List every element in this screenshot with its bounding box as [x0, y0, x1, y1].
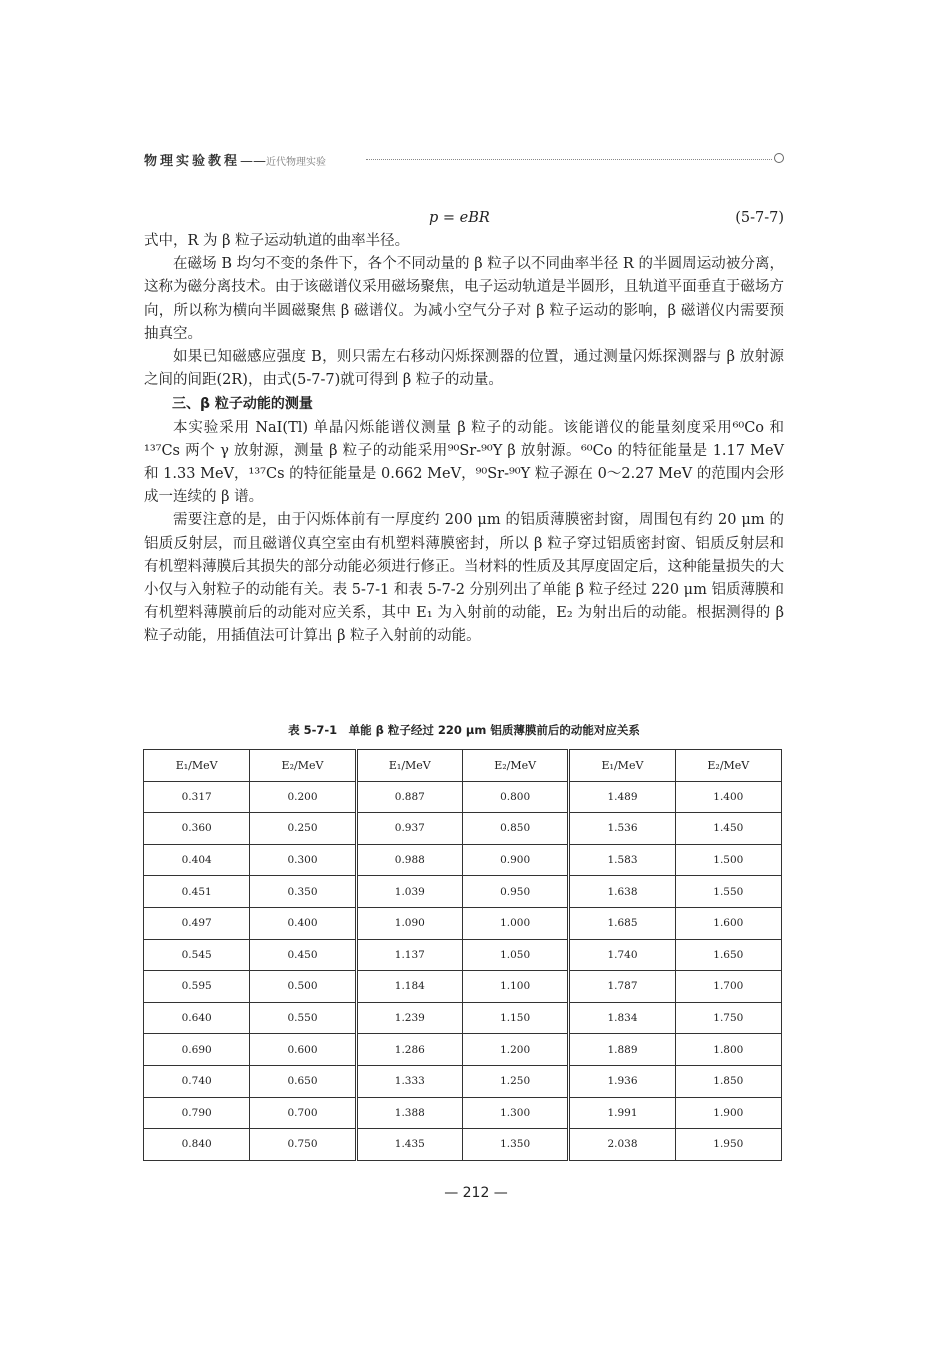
- table-cell: 0.640: [144, 1002, 250, 1034]
- table-cell: 1.184: [356, 971, 462, 1003]
- table-cell: 0.740: [144, 1065, 250, 1097]
- table-cell: 1.900: [675, 1097, 781, 1129]
- table-cell: 1.700: [675, 971, 781, 1003]
- header-cell-e1: E₁/MeV: [569, 750, 675, 782]
- table-cell: 1.239: [356, 1002, 462, 1034]
- paragraph-momentum-measurement: 如果已知磁感应强度 B，则只需左右移动闪烁探测器的位置，通过测量闪烁探测器与 β 放射源之间的间距(2R)，由式(5-7-7)就可得到 β 粒子的动量。: [144, 349, 784, 389]
- table-row: [144, 1002, 782, 1034]
- energy-table: [143, 749, 782, 1161]
- table-cell: 1.400: [675, 781, 781, 813]
- book-subtitle: 近代物理实验: [266, 157, 327, 168]
- header-cell-e1: E₁/MeV: [356, 750, 462, 782]
- table-cell: 1.388: [356, 1097, 462, 1129]
- table-row: [144, 971, 782, 1003]
- equation-number: (5-7-7): [735, 210, 784, 226]
- table-cell: 0.790: [144, 1097, 250, 1129]
- table-cell: 1.536: [569, 813, 675, 845]
- table-cell: 0.850: [462, 813, 568, 845]
- table-cell: 1.787: [569, 971, 675, 1003]
- table-cell: 0.360: [144, 813, 250, 845]
- table-row: [144, 813, 782, 845]
- table-row: [144, 1097, 782, 1129]
- table-caption: 表 5-7-1 单能 β 粒子经过 220 μm 铝质薄膜前后的动能对应关系: [288, 723, 640, 737]
- table-cell: 0.250: [250, 813, 356, 845]
- table-cell: 0.900: [462, 844, 568, 876]
- table-cell: 1.300: [462, 1097, 568, 1129]
- table-row: [144, 1034, 782, 1066]
- table-row: [144, 907, 782, 939]
- body-text: [144, 207, 784, 649]
- table-cell: 1.638: [569, 876, 675, 908]
- book-title-text: 物理实验教程: [144, 154, 241, 169]
- paragraph-energy-loss-correction: 需要注意的是，由于闪烁体前有一厚度约 200 μm 的铝质薄膜密封窗，周围包有约 20 μm 的铝质反射层，而且磁谱仪真空室由有机塑料薄膜密封，所以 β 粒子穿过铝质密封窗、铝质反射层和有机塑料薄膜后其损失的部分动能必须进行修正。当材料的性质及其厚度固定后，这种能量损失的大小仅与入射粒子的动能有关。表 5-7-1 和表 5-7-2 分别列出了单能 β 粒子经过 220 μm 铝质薄膜和有机塑料薄膜前后的动能对应关系，其中 E₁ 为入射前的动能，E₂ 为射出后的动能。根据测得的 β 粒子动能，用插值法可计算出 β 粒子入射前的动能。: [144, 512, 784, 645]
- table-row: [144, 844, 782, 876]
- table-body: [144, 781, 782, 1160]
- table-cell: 1.685: [569, 907, 675, 939]
- table-cell: 1.050: [462, 939, 568, 971]
- paragraph-energy-calibration: 本实验采用 NaI(Tl) 单晶闪烁能谱仪测量 β 粒子的动能。该能谱仪的能量刻度采用⁶⁰Co 和¹³⁷Cs 两个 γ 放射源，测量 β 粒子的动能采用⁹⁰Sr-⁹⁰Y β 放射源。⁶⁰Co 的特征能量是 1.17 MeV 和 1.33 MeV，¹³⁷Cs 的特征能量是 0.662 MeV，⁹⁰Sr-⁹⁰Y 粒子源在 0～2.27 MeV 的范围内会形成一连续的 β 谱。: [144, 419, 784, 506]
- table-row: [144, 939, 782, 971]
- table-cell: 2.038: [569, 1129, 675, 1161]
- table-cell: 0.500: [250, 971, 356, 1003]
- header-dash: ——: [240, 154, 267, 169]
- table-cell: 0.840: [144, 1129, 250, 1161]
- table-cell: 1.850: [675, 1065, 781, 1097]
- equation-expression: p = eBR: [429, 210, 490, 226]
- header-cell-e1: E₁/MeV: [144, 750, 250, 782]
- table-cell: 1.039: [356, 876, 462, 908]
- table-row: [144, 1065, 782, 1097]
- table-cell: 1.250: [462, 1065, 568, 1097]
- equation-5-7-7: [144, 207, 784, 230]
- page-number: — 212 —: [444, 1185, 508, 1201]
- table-cell: 0.988: [356, 844, 462, 876]
- table-cell: 1.000: [462, 907, 568, 939]
- table-cell: 0.690: [144, 1034, 250, 1066]
- running-header: [144, 150, 784, 170]
- table-cell: 0.451: [144, 876, 250, 908]
- table-cell: 1.489: [569, 781, 675, 813]
- table-cell: 0.700: [250, 1097, 356, 1129]
- header-cell-e2: E₂/MeV: [462, 750, 568, 782]
- paragraph-symbol-definition: 式中，R 为 β 粒子运动轨道的曲率半径。: [144, 233, 410, 249]
- table-cell: 0.937: [356, 813, 462, 845]
- table-cell: 0.200: [250, 781, 356, 813]
- table-cell: 0.497: [144, 907, 250, 939]
- table-row: [144, 781, 782, 813]
- table-cell: 1.550: [675, 876, 781, 908]
- table-cell: 1.889: [569, 1034, 675, 1066]
- table-cell: 1.950: [675, 1129, 781, 1161]
- table-cell: 1.090: [356, 907, 462, 939]
- table-cell: 1.800: [675, 1034, 781, 1066]
- table-cell: 0.550: [250, 1002, 356, 1034]
- table-cell: 1.583: [569, 844, 675, 876]
- table-header-row: [144, 750, 782, 782]
- table-cell: 0.950: [462, 876, 568, 908]
- table-cell: 1.834: [569, 1002, 675, 1034]
- table-cell: 1.200: [462, 1034, 568, 1066]
- table-cell: 1.991: [569, 1097, 675, 1129]
- table-row: [144, 876, 782, 908]
- header-circle-icon: [774, 153, 784, 163]
- table-cell: 0.600: [250, 1034, 356, 1066]
- header-cell-e2: E₂/MeV: [250, 750, 356, 782]
- table-cell: 1.650: [675, 939, 781, 971]
- paragraph-magnetic-separation: 在磁场 B 均匀不变的条件下，各个不同动量的 β 粒子以不同曲率半径 R 的半圆周运动被分离，这称为磁分离技术。由于该磁谱仪采用磁场聚焦，电子运动轨道是半圆形，且轨道平面垂直于磁场方向，所以称为横向半圆磁聚焦 β 磁谱仪。为减小空气分子对 β 粒子运动的影响，β 磁谱仪内需要预抽真空。: [144, 256, 784, 342]
- table-cell: 0.300: [250, 844, 356, 876]
- header-cell-e2: E₂/MeV: [675, 750, 781, 782]
- table-cell: 1.333: [356, 1065, 462, 1097]
- table-cell: 0.650: [250, 1065, 356, 1097]
- table-cell: 0.350: [250, 876, 356, 908]
- book-title: [144, 150, 326, 169]
- table-cell: 1.750: [675, 1002, 781, 1034]
- table-cell: 0.404: [144, 844, 250, 876]
- table-cell: 0.450: [250, 939, 356, 971]
- header-dotted-rule: [366, 159, 772, 160]
- table-cell: 0.400: [250, 907, 356, 939]
- table-cell: 1.600: [675, 907, 781, 939]
- table-cell: 1.435: [356, 1129, 462, 1161]
- table-cell: 0.317: [144, 781, 250, 813]
- table-row: [144, 1129, 782, 1161]
- table-cell: 1.137: [356, 939, 462, 971]
- table-cell: 0.545: [144, 939, 250, 971]
- table-cell: 0.800: [462, 781, 568, 813]
- table-cell: 0.750: [250, 1129, 356, 1161]
- table-cell: 1.100: [462, 971, 568, 1003]
- table-cell: 1.450: [675, 813, 781, 845]
- table-cell: 0.887: [356, 781, 462, 813]
- table-cell: 0.595: [144, 971, 250, 1003]
- table-cell: 1.936: [569, 1065, 675, 1097]
- table-cell: 1.350: [462, 1129, 568, 1161]
- table-cell: 1.286: [356, 1034, 462, 1066]
- table-cell: 1.740: [569, 939, 675, 971]
- table-cell: 1.150: [462, 1002, 568, 1034]
- section-heading: 三、β 粒子动能的测量: [172, 396, 313, 413]
- table-cell: 1.500: [675, 844, 781, 876]
